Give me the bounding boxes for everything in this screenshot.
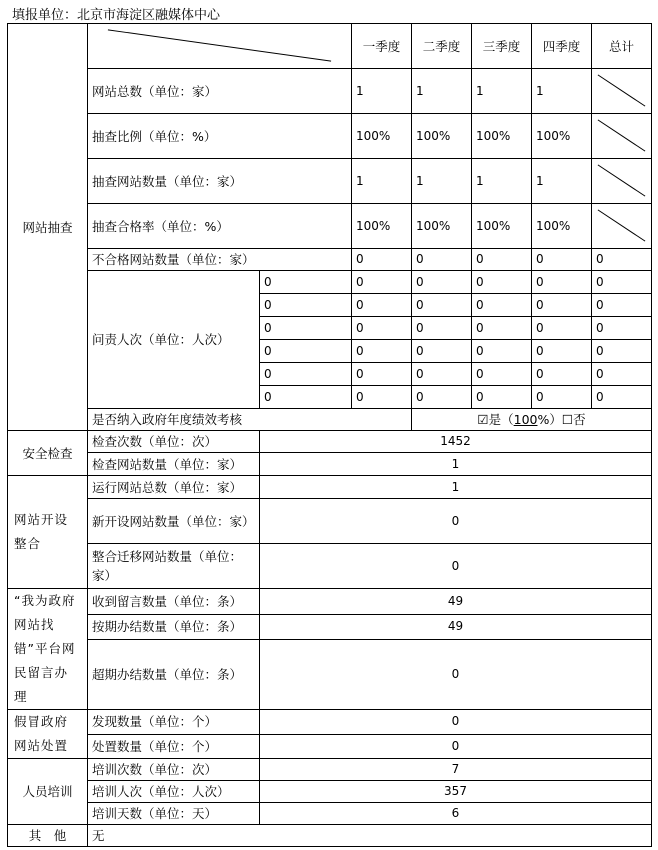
cell-value: 0 — [352, 317, 412, 340]
category-fake-sites: 假冒政府网站处置 — [8, 710, 88, 759]
cell-value: 0 — [472, 249, 532, 271]
cell-value: 0 — [592, 363, 652, 386]
cell-value: 1 — [532, 159, 592, 204]
cell-value: 0 — [532, 386, 592, 409]
cell-value: 1 — [472, 69, 532, 114]
cell-value: 0 — [260, 499, 652, 544]
total-diagonal-cell — [592, 114, 652, 159]
cell-value: 0 — [260, 294, 352, 317]
cell-value: 100% — [472, 204, 532, 249]
cell-value: 6 — [260, 803, 652, 825]
cell-value: 0 — [472, 294, 532, 317]
total-diagonal-cell — [592, 204, 652, 249]
cell-value: 0 — [412, 294, 472, 317]
cell-value: 0 — [260, 363, 352, 386]
cell-value: 0 — [260, 544, 652, 589]
cell-value: 0 — [352, 294, 412, 317]
row-label: 运行网站总数（单位：家） — [88, 476, 260, 499]
cell-value: 357 — [260, 781, 652, 803]
no-checkbox-label: ☐否 — [561, 412, 586, 427]
cell-value: 0 — [472, 271, 532, 294]
category-security-check: 安全检查 — [8, 431, 88, 476]
assessment-percent: 100 — [513, 412, 538, 427]
row-label: 发现数量（单位：个） — [88, 710, 260, 735]
cell-value: 1 — [352, 69, 412, 114]
row-label: 处置数量（单位：个） — [88, 734, 260, 759]
cell-value: 0 — [592, 386, 652, 409]
cell-value: 0 — [260, 271, 352, 294]
row-label: 检查网站数量（单位：家） — [88, 453, 260, 476]
cell-value: 0 — [532, 363, 592, 386]
cell-value: 0 — [412, 271, 472, 294]
cell-value: 0 — [472, 363, 532, 386]
cell-value: 1452 — [260, 431, 652, 453]
row-label: 不合格网站数量（单位：家） — [88, 249, 352, 271]
cell-value: 0 — [352, 386, 412, 409]
row-label: 网站总数（单位：家） — [88, 69, 352, 114]
cell-value: 49 — [260, 589, 652, 615]
cell-value: 1 — [412, 69, 472, 114]
cell-value: 100% — [352, 114, 412, 159]
header-q1: 一季度 — [352, 24, 412, 69]
cell-value: 0 — [532, 294, 592, 317]
cell-value: 0 — [532, 249, 592, 271]
header-q4: 四季度 — [532, 24, 592, 69]
row-label: 抽查比例（单位：%） — [88, 114, 352, 159]
cell-value: 1 — [260, 453, 652, 476]
cell-value: 100% — [472, 114, 532, 159]
other-value: 无 — [88, 825, 652, 847]
cell-value: 0 — [352, 249, 412, 271]
row-label: 整合迁移网站数量（单位：家） — [88, 544, 260, 589]
cell-value: 0 — [472, 317, 532, 340]
row-label: 培训天数（单位：天） — [88, 803, 260, 825]
cell-value: 1 — [352, 159, 412, 204]
row-label: 抽查合格率（单位：%） — [88, 204, 352, 249]
cell-value: 49 — [260, 614, 652, 640]
cell-value: 0 — [412, 340, 472, 363]
cell-value: 0 — [592, 294, 652, 317]
cell-value: 0 — [592, 249, 652, 271]
category-messages: “我为政府网站找错”平台网民留言办理 — [8, 589, 88, 710]
assessment-value — [412, 409, 652, 431]
cell-value: 0 — [412, 386, 472, 409]
cell-value: 1 — [532, 69, 592, 114]
row-label: 培训人次（单位：人次） — [88, 781, 260, 803]
row-label: 检查次数（单位：次） — [88, 431, 260, 453]
cell-value: 100% — [352, 204, 412, 249]
row-label: 超期办结数量（单位：条） — [88, 640, 260, 710]
total-diagonal-cell — [592, 69, 652, 114]
cell-value: 0 — [260, 734, 652, 759]
cell-value: 0 — [472, 340, 532, 363]
cell-value: 100% — [532, 114, 592, 159]
row-label: 新开设网站数量（单位：家） — [88, 499, 260, 544]
cell-value: 1 — [472, 159, 532, 204]
cell-value: 0 — [352, 340, 412, 363]
cell-value: 1 — [260, 476, 652, 499]
cell-value: 0 — [532, 317, 592, 340]
cell-value: 0 — [260, 317, 352, 340]
cell-value: 0 — [532, 271, 592, 294]
row-label: 抽查网站数量（单位：家） — [88, 159, 352, 204]
category-integration: 网站开设整合 — [8, 476, 88, 589]
cell-value: 1 — [412, 159, 472, 204]
cell-value: 0 — [592, 271, 652, 294]
cell-value: 0 — [592, 317, 652, 340]
cell-value: 0 — [260, 640, 652, 710]
total-diagonal-cell — [592, 159, 652, 204]
cell-value: 100% — [532, 204, 592, 249]
row-label: 收到留言数量（单位：条） — [88, 589, 260, 615]
cell-value: 0 — [260, 710, 652, 735]
header-q3: 三季度 — [472, 24, 532, 69]
row-label: 问责人次（单位：人次） — [88, 271, 260, 409]
cell-value: 0 — [260, 340, 352, 363]
cell-value: 0 — [352, 363, 412, 386]
row-label: 按期办结数量（单位：条） — [88, 614, 260, 640]
assessment-percent-suffix: %） — [537, 412, 562, 427]
row-label: 培训次数（单位：次） — [88, 759, 260, 781]
category-training: 人员培训 — [8, 759, 88, 825]
header-q2: 二季度 — [412, 24, 472, 69]
filing-unit: 填报单位：北京市海淀区融媒体中心 — [12, 8, 221, 23]
cell-value: 0 — [472, 386, 532, 409]
yes-checkbox-label: ☑是（ — [477, 412, 514, 427]
cell-value: 0 — [412, 317, 472, 340]
cell-value: 0 — [532, 340, 592, 363]
cell-value: 100% — [412, 204, 472, 249]
report-table — [7, 23, 652, 847]
cell-value: 0 — [592, 340, 652, 363]
diagonal-header-cell — [88, 24, 352, 69]
category-site-check: 网站抽查 — [8, 24, 88, 431]
cell-value: 0 — [260, 386, 352, 409]
cell-value: 0 — [412, 363, 472, 386]
cell-value: 0 — [412, 249, 472, 271]
row-label: 是否纳入政府年度绩效考核 — [88, 409, 412, 431]
cell-value: 7 — [260, 759, 652, 781]
cell-value: 0 — [352, 271, 412, 294]
cell-value: 100% — [412, 114, 472, 159]
category-other: 其 他 — [8, 825, 88, 847]
header-total: 总计 — [592, 24, 652, 69]
